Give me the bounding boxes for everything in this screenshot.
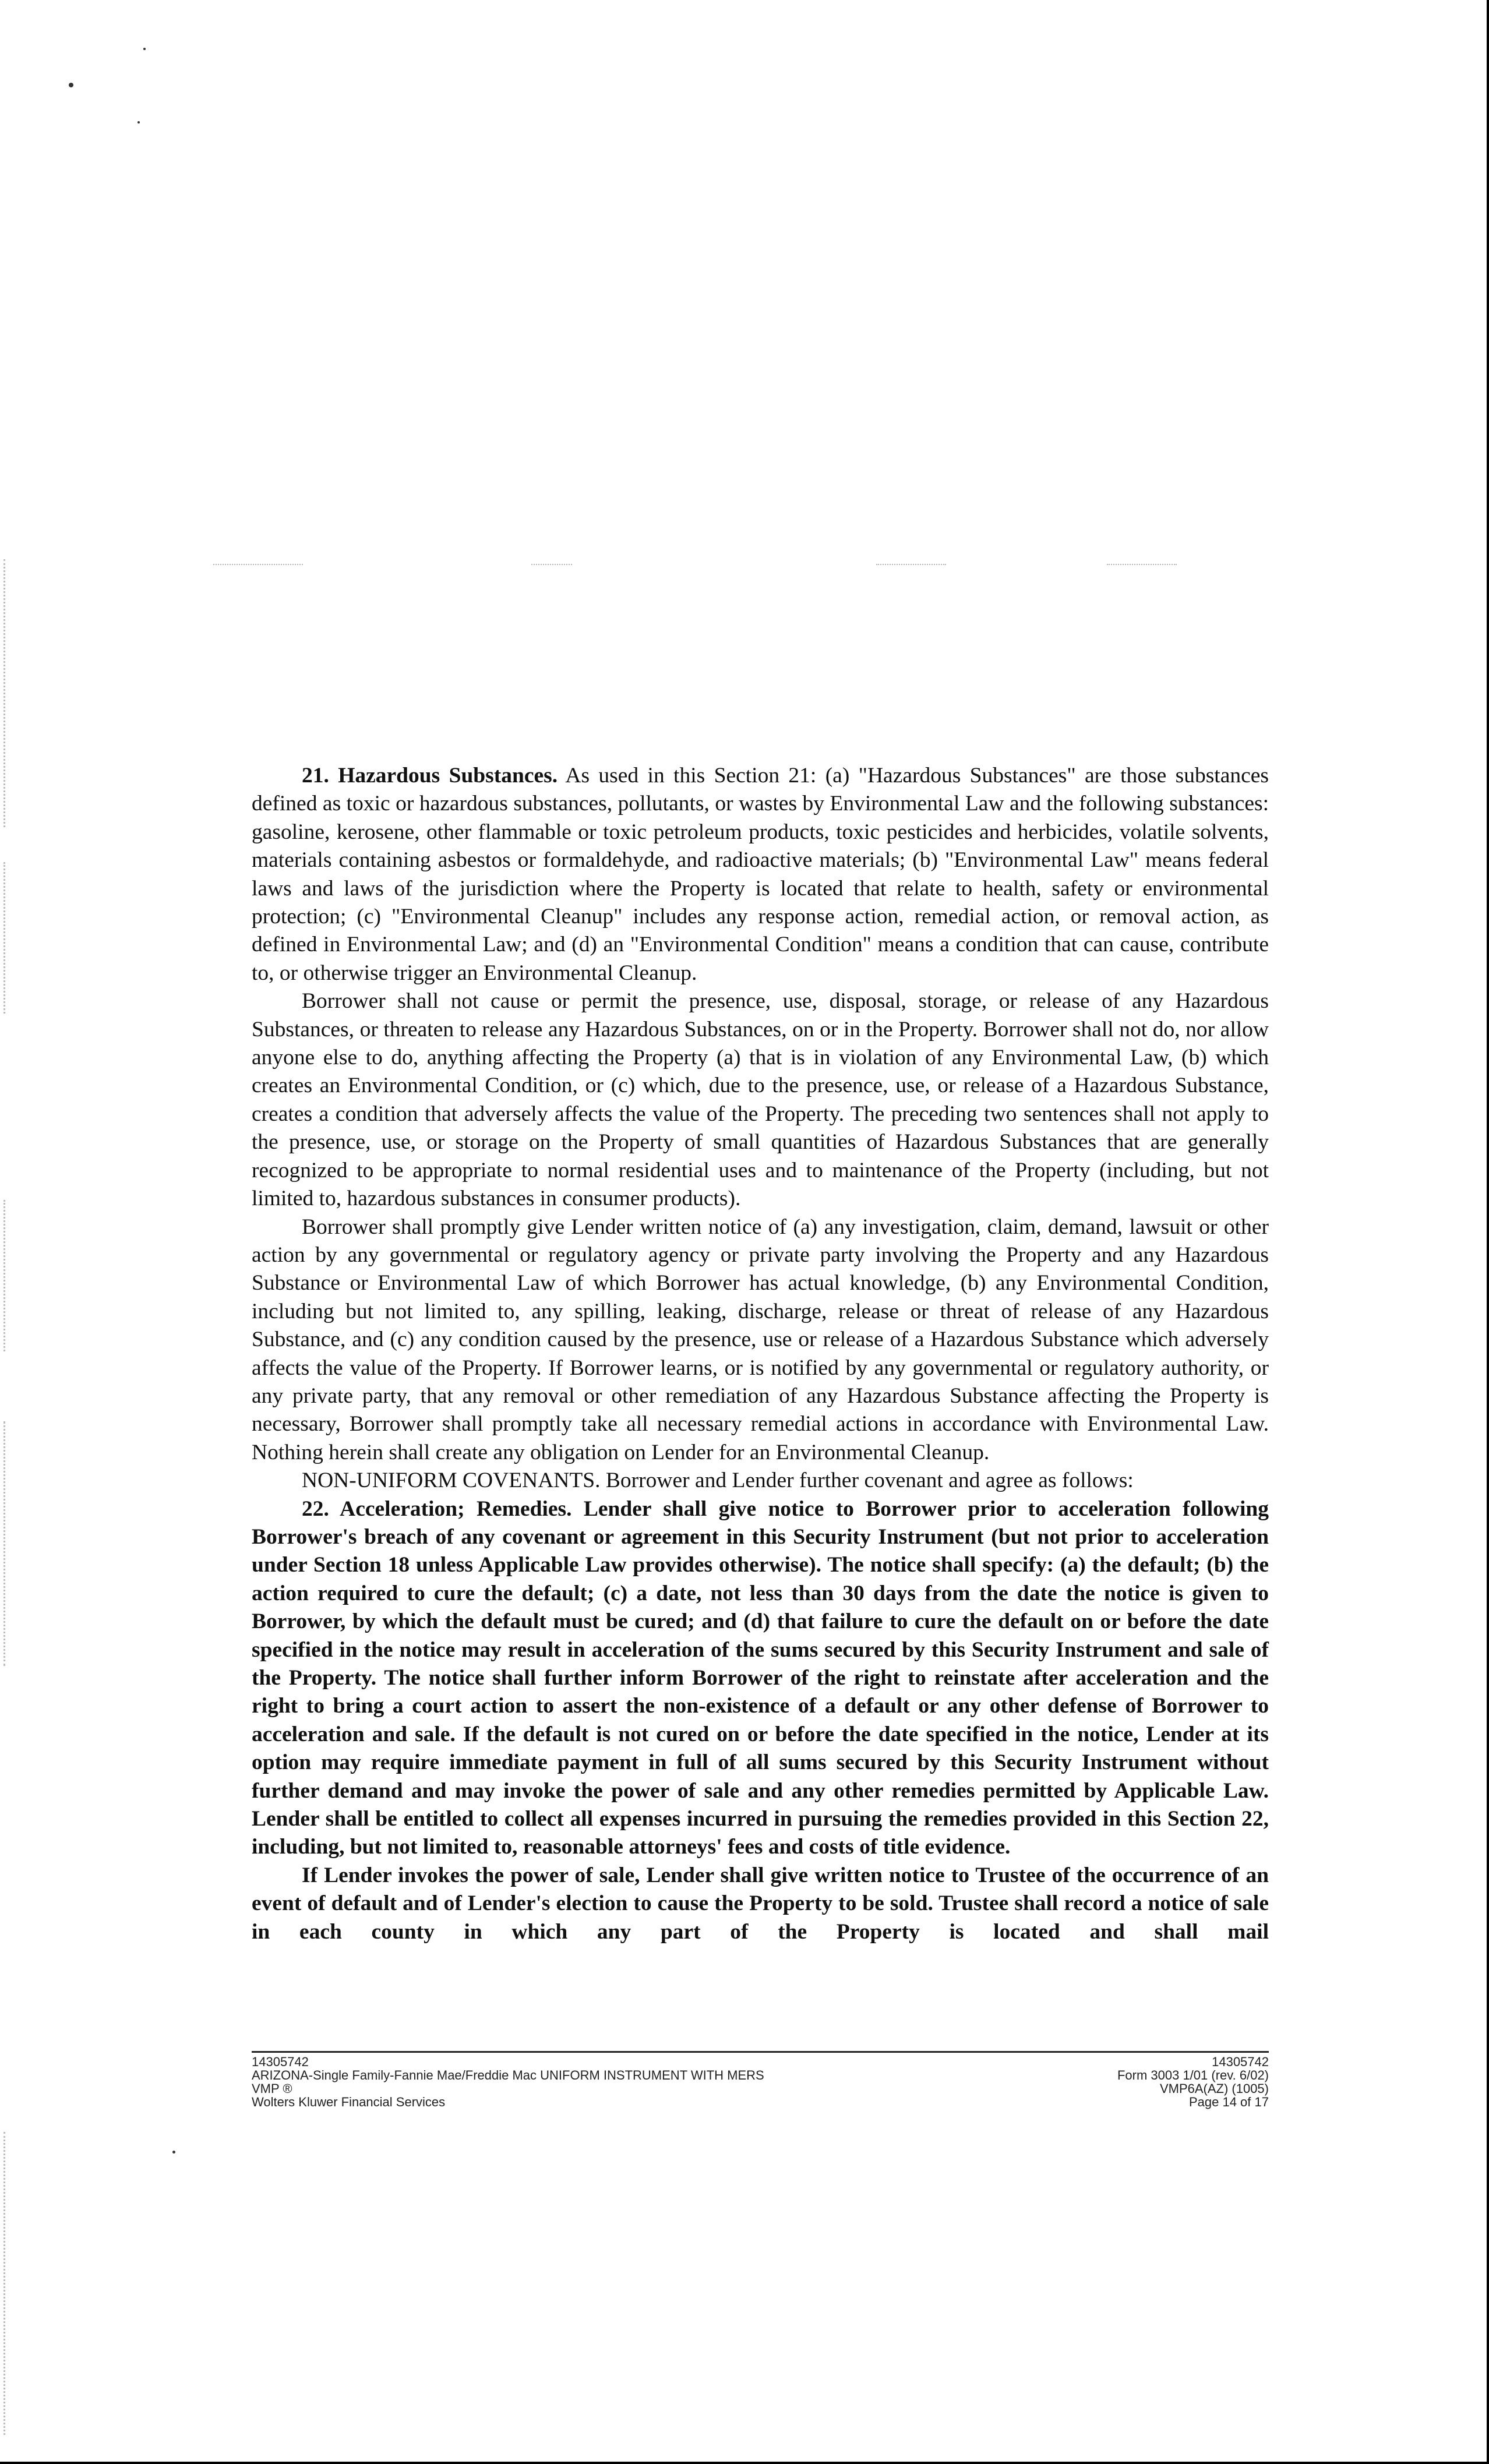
scan-edge-noise xyxy=(3,1200,8,1351)
section-22-paragraph-1 xyxy=(252,1495,1269,1862)
scan-edge-noise xyxy=(3,559,8,827)
scan-dash-artifact xyxy=(1107,564,1177,565)
scan-speck xyxy=(137,121,140,123)
scan-speck xyxy=(172,2151,175,2154)
section-21-paragraph-3: Borrower shall promptly give Lender written notice of (a) any investigation, claim, demand, lawsuit or other action by any governmental or regulatory agency or private party involving the Property and any Hazardous Substance or Environmental Law of which Borrower has actual knowledge, (b) any Environmental Condition, including but not limited to, any spilling, leaking, discharge, release or threat of release of any Hazardous Substance, and (c) any condition caused by the presence, use or release of a Hazardous Substance which adversely affects the value of the Property. If Borrower learns, or is notified by any governmental or regulatory authority, or any private party, that any removal or other remediation of any Hazardous Substance affecting the Property is necessary, Borrower shall promptly take all necessary remedial actions in accordance with Environmental Law. Nothing herein shall create any obligation on Lender for an Environmental Cleanup. xyxy=(252,1215,1269,1464)
scan-edge-noise xyxy=(3,862,8,1014)
footer-right xyxy=(1117,2055,1269,2109)
section-21-paragraph-2: Borrower shall not cause or permit the presence, use, disposal, storage, or release of any Hazardous Substances, or threaten to release any Hazardous Substances, on or in the Property. Borrower shall not do, nor allow anyone else to do, anything affecting the Property (a) that is in violation of any Environmental Law, (b) which creates an Environmental Condition, or (c) which, due to the presence, use, or release of a Hazardous Substance, creates a condition that adversely affects the value of the Property. The preceding two sentences shall not apply to the presence, use, or storage on the Property of small quantities of Hazardous Substances that are generally recognized to be appropriate to normal residential uses and to maintenance of the Property (including, but not limited to, hazardous substances in consumer products). xyxy=(252,989,1269,1211)
footer-loan-number: 14305742 xyxy=(252,2054,309,2069)
section-21-text-1: As used in this Section 21: (a) "Hazardous Substances" are those substances defined as toxic or hazardous substances, pollutants, or wastes by Environmental Law and the following substances: gasoline, kerosene, other flammable or toxic petroleum products, toxic pesticides and herbicides, volatile solvents, materials containing asbestos or formaldehyde, and radioactive materials; (b) "Environmental Law" means federal laws and laws of the jurisdiction where the Property is located that relate to health, safety or environmental protection; (c) "Environmental Cleanup" includes any response action, remedial action, or removal action, as defined in Environmental Law; and (d) an "Environmental Condition" means a condition that can cause, contribute to, or otherwise trigger an Environmental Cleanup. xyxy=(252,764,1269,985)
footer-left xyxy=(252,2055,764,2109)
non-uniform-covenants: NON-UNIFORM COVENANTS. Borrower and Lender further covenant and agree as follows: xyxy=(302,1468,1134,1493)
scan-dash-artifact xyxy=(876,564,946,565)
section-21-heading: 21. Hazardous Substances. xyxy=(302,764,558,788)
scan-edge-noise xyxy=(3,2132,8,2435)
footer-form-title: ARIZONA-Single Family-Fannie Mae/Freddie Mac UNIFORM INSTRUMENT WITH MERS xyxy=(252,2068,764,2082)
section-22-heading: 22. Acceleration; Remedies. xyxy=(302,1496,572,1521)
scan-speck xyxy=(69,83,73,87)
scan-edge-noise xyxy=(3,1421,8,1666)
section-22-paragraph-2: If Lender invokes the power of sale, Lender shall give written notice to Trustee of the occurrence of an event of default and of Lender's election to cause the Property to be sold. Trustee shall record a notice of sale in each county in which any part of the Property is located and shall mail xyxy=(252,1863,1269,1944)
footer-vmp-code: VMP6A(AZ) (1005) xyxy=(1159,2081,1269,2096)
section-22-text-1: Lender shall give notice to Borrower prior to acceleration following Borrower's breach of any covenant or agreement in this Security Instrument (but not prior to acceleration under Section 18 unless Applicable Law provides otherwise). The notice shall specify: (a) the default; (b) the action required to cure the default; (c) a date, not less than 30 days from the date the notice is given to Borrower, by which the default must be cured; and (d) that failure to cure the default on or before the date specified in the notice may result in acceleration of the sums secured by this Security Instrument and sale of the Property. The notice shall further inform Borrower of the right to reinstate after acceleration and the right to bring a court action to assert the non-existence of a default or any other defense of Borrower to acceleration and sale. If the default is not cured on or before the date specified in the notice, Lender at its option may require immediate payment in full of all sums secured by this Security Instrument without further demand and may invoke the power of sale and any other remedies permitted by Applicable Law. Lender shall be entitled to collect all expenses incurred in pursuing the remedies provided in this Section 22, including, but not limited to, reasonable attorneys' fees and costs of title evidence. xyxy=(252,1496,1269,1859)
footer-page-number: Page 14 of 17 xyxy=(1188,2095,1269,2109)
document-body xyxy=(252,762,1269,1946)
section-21-paragraph-1 xyxy=(252,762,1269,987)
scan-dash-artifact xyxy=(531,564,572,565)
footer-form-number: Form 3003 1/01 (rev. 6/02) xyxy=(1117,2068,1269,2082)
scan-speck xyxy=(143,48,146,50)
footer-vmp-mark: VMP ® xyxy=(252,2081,292,2096)
footer-divider xyxy=(252,2051,1269,2053)
scan-dash-artifact xyxy=(213,564,303,565)
footer-publisher: Wolters Kluwer Financial Services xyxy=(252,2095,446,2109)
footer-loan-number-right: 14305742 xyxy=(1212,2054,1269,2069)
